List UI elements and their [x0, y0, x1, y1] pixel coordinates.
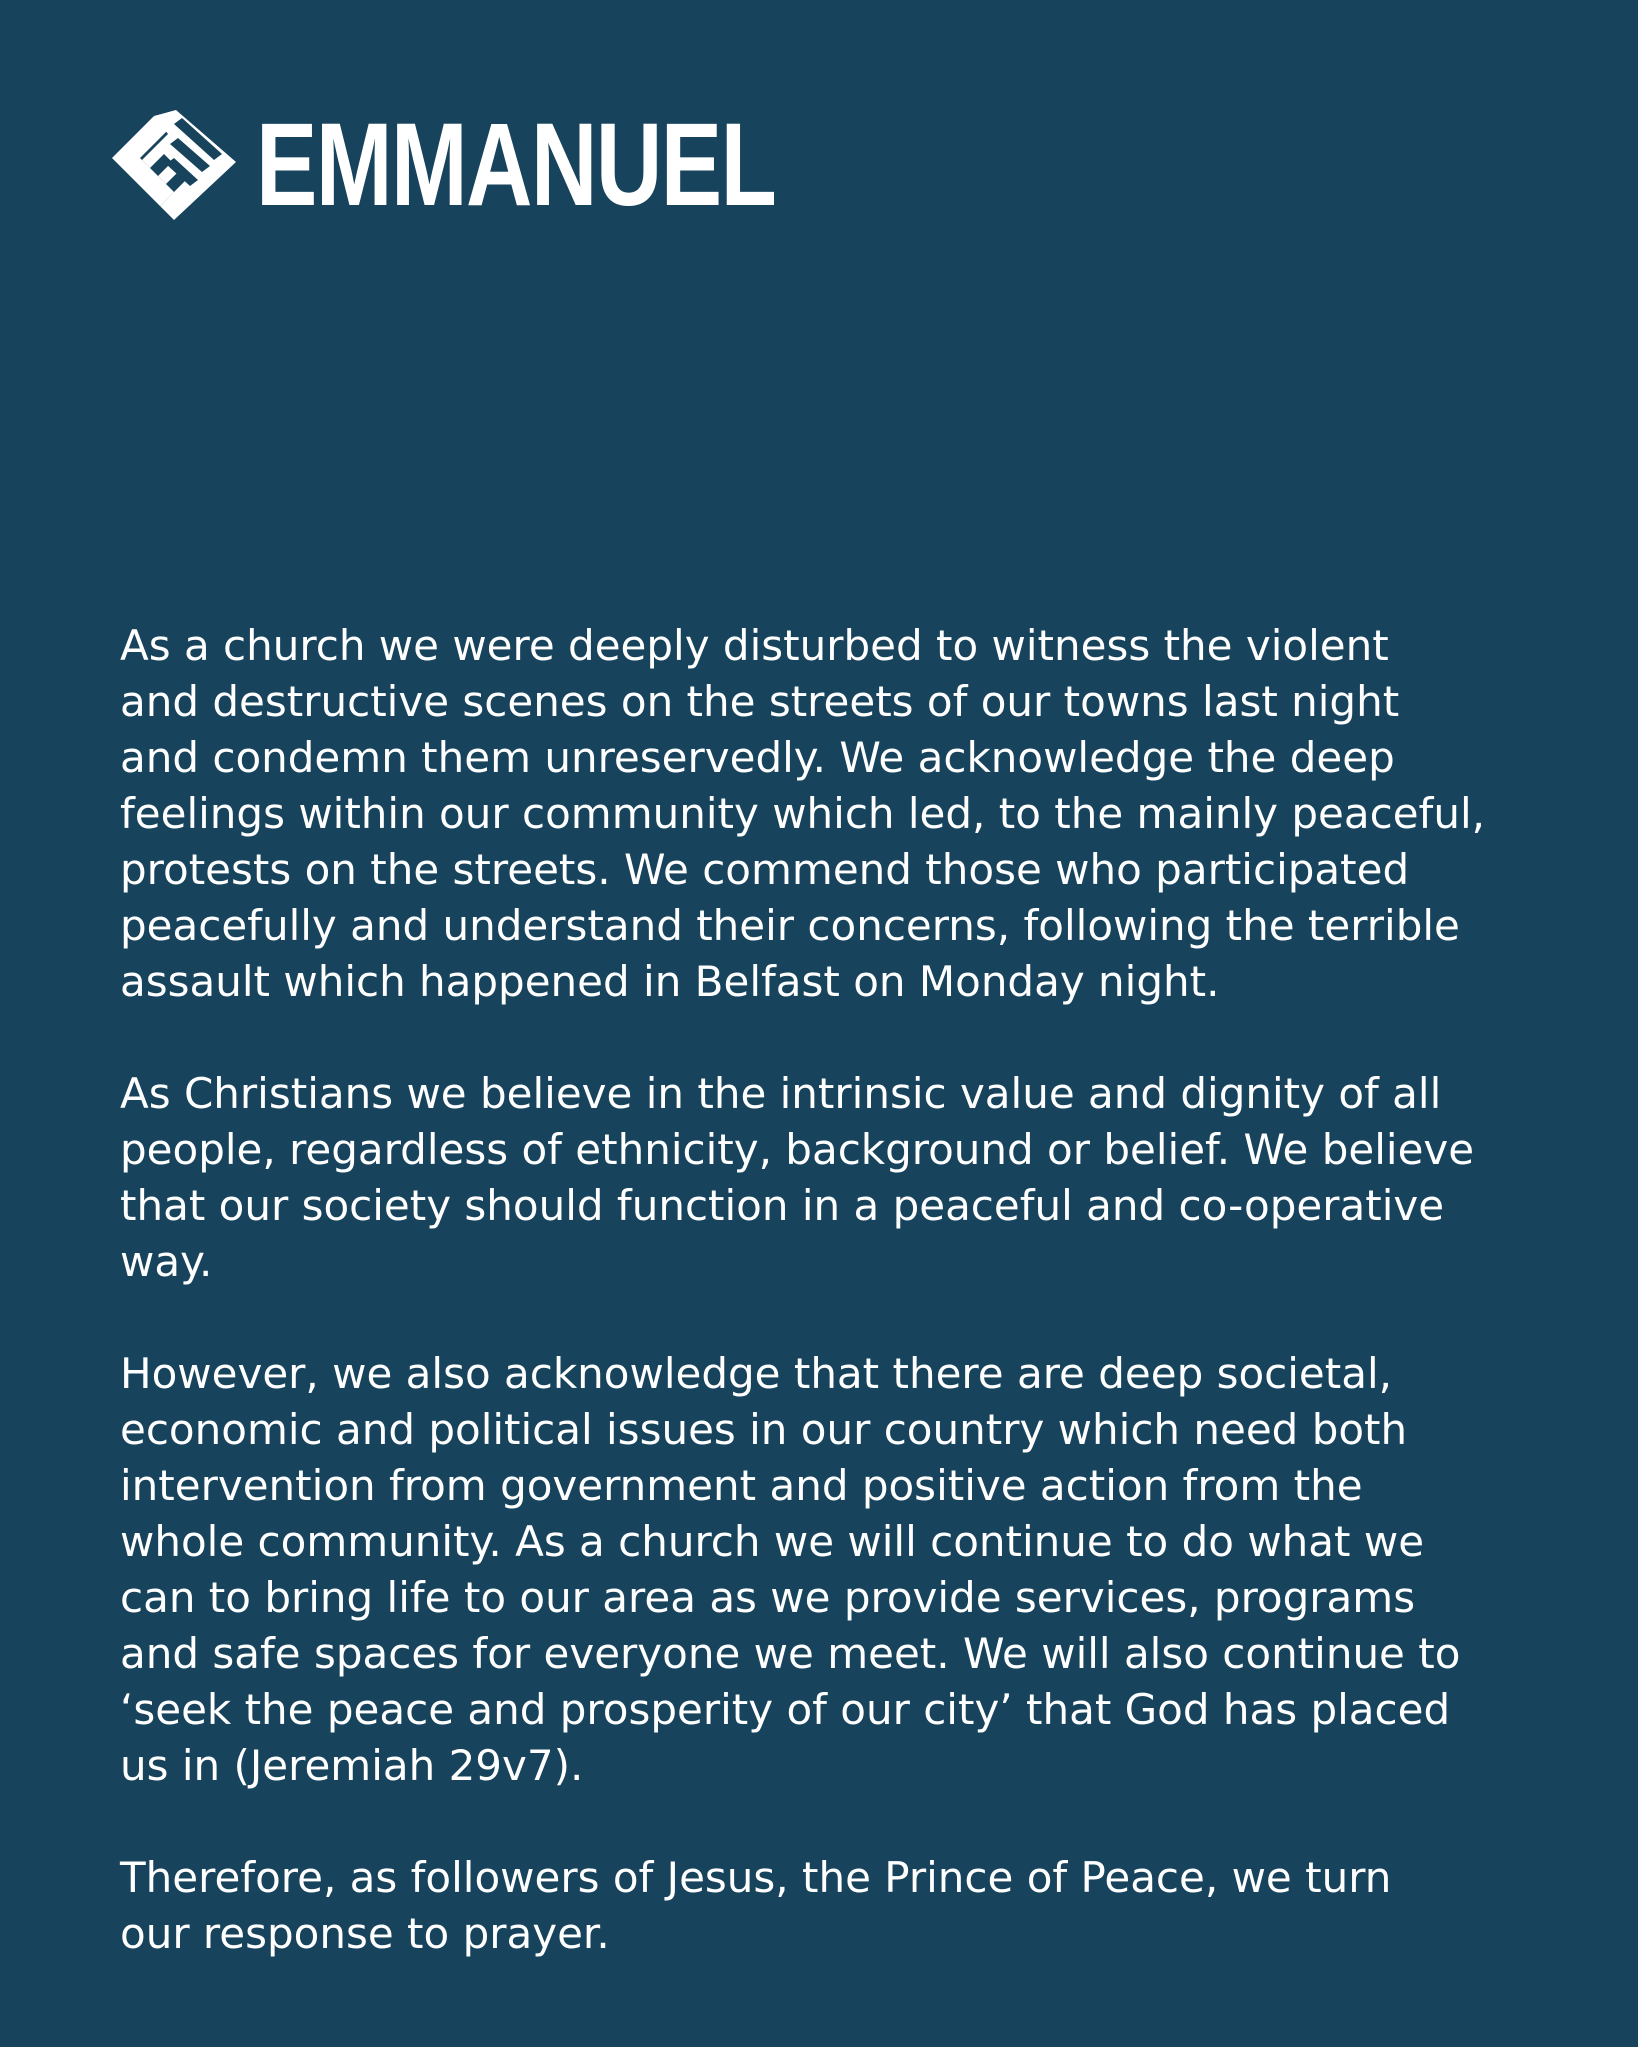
emmanuel-diamond-logo-icon [112, 110, 236, 220]
paragraph [120, 1850, 1560, 1962]
brand-name: EMMANUEL [256, 99, 776, 231]
statement-body [120, 618, 1560, 1962]
text-line: As Christians we believe in the intrinsic value and dignity of all [120, 1069, 1442, 1118]
brand-logo [112, 99, 922, 231]
text-line: ‘seek the peace and prosperity of our city’ that God has placed [120, 1685, 1451, 1734]
text-line: our response to prayer. [120, 1909, 610, 1958]
text-line: way. [120, 1237, 213, 1286]
text-line: peacefully and understand their concerns, following the terrible [120, 901, 1460, 950]
paragraph-gap [120, 1290, 1560, 1346]
text-line: us in (Jeremiah 29v7). [120, 1741, 584, 1790]
text-line: people, regardless of ethnicity, background or belief. We believe [120, 1125, 1475, 1174]
text-line: feelings within our community which led, to the mainly peaceful, [120, 789, 1485, 838]
text-line: and safe spaces for everyone we meet. We will also continue to [120, 1629, 1461, 1678]
paragraph [120, 618, 1560, 1010]
paragraph [120, 1346, 1560, 1794]
paragraph-gap [120, 1794, 1560, 1850]
text-line: assault which happened in Belfast on Monday night. [120, 957, 1220, 1006]
text-line: whole community. As a church we will continue to do what we [120, 1517, 1425, 1566]
paragraph [120, 1066, 1560, 1290]
text-line: protests on the streets. We commend those who participated [120, 845, 1410, 894]
text-line: can to bring life to our area as we provide services, programs [120, 1573, 1416, 1622]
text-line: that our society should function in a peaceful and co-operative [120, 1181, 1445, 1230]
text-line: As a church we were deeply disturbed to witness the violent [120, 621, 1389, 670]
text-line: intervention from government and positive action from the [120, 1461, 1363, 1510]
paragraph-gap [120, 1010, 1560, 1066]
text-line: Therefore, as followers of Jesus, the Prince of Peace, we turn [120, 1853, 1392, 1902]
text-line: and condemn them unreservedly. We acknowledge the deep [120, 733, 1395, 782]
text-line: However, we also acknowledge that there are deep societal, [120, 1349, 1392, 1398]
text-line: economic and political issues in our country which need both [120, 1405, 1408, 1454]
text-line: and destructive scenes on the streets of our towns last night [120, 677, 1400, 726]
